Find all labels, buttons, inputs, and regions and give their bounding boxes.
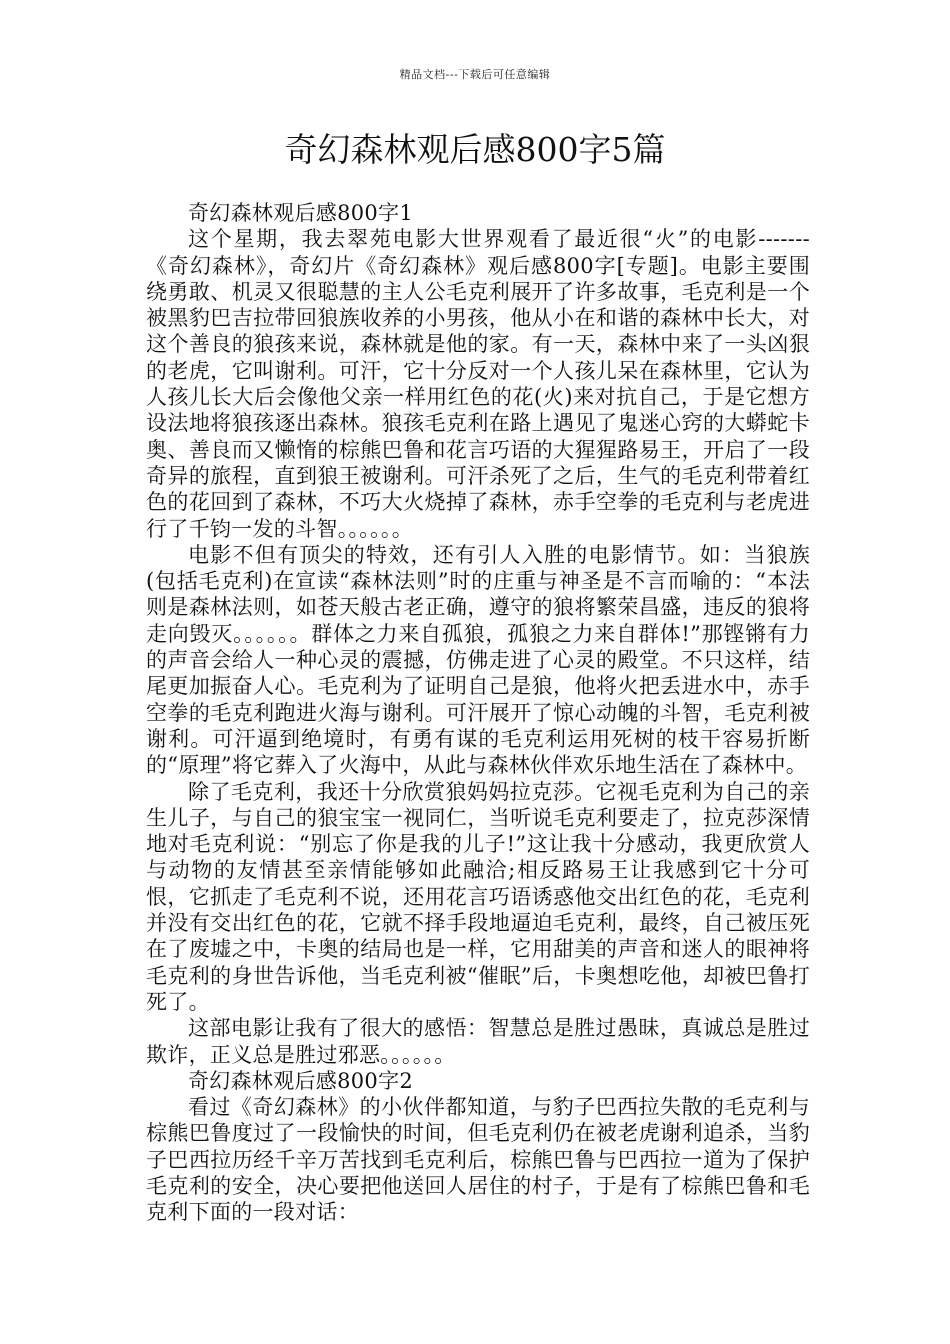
paragraph: 除了毛克利，我还十分欣赏狼妈妈拉克莎。它视毛克利为自己的亲生儿子，与自己的狼宝宝一视同仁，当听说毛克利要走了，拉克莎深情地对毛克利说：“别忘了你是我的儿子!”这让我十分感动，我更欣赏人与动物的友情甚至亲情能够如此融洽;相反路易王让我感到它十分可恨，它抓走了毛克利不说，还用花言巧语诱惑他交出红色的花，毛克利并没有交出红色的花，它就不择手段地逼迫毛克利，最终，自己被压死在了废墟之中，卡奥的结局也是一样，它用甜美的声音和迷人的眼神将毛克利的身世告诉他，当毛克利被“催眠”后，卡奥想吃他，却被巴鲁打死了。	[146, 779, 810, 1014]
section-heading: 奇幻森林观后感800字1	[188, 201, 414, 225]
paragraph: 电影不但有顶尖的特效，还有引人入胜的电影情节。如：当狼族(包括毛克利)在宣读“森林法则”时的庄重与神圣是不言而喻的：“本法则是森林法则，如苍天般古老正确，遵守的狼将繁荣昌盛，违反的狼将走向毁灭。。。。。。群体之力来自孤狼，孤狼之力来自群体!”那铿锵有力的声音会给人一种心灵的震撼，仿佛走进了心灵的殿堂。不只这样，结尾更加振奋人心。毛克利为了证明自己是狼，他将火把丢进水中，赤手空拳的毛克利跑进火海与谢利。可汗展开了惊心动魄的斗智，毛克利被谢利。可汗逼到绝境时，有勇有谋的毛克利运用死树的枝干容易折断的“原理”将它葬入了火海中，从此与森林伙伴欢乐地生活在了森林中。	[146, 542, 810, 778]
document-body	[146, 200, 810, 1226]
section-heading: 奇幻森林观后感800字2	[188, 1068, 414, 1093]
document-title: 奇幻森林观后感800字5篇	[284, 130, 666, 169]
paragraph: 这部电影让我有了很大的感悟：智慧总是胜过愚昧，真诚总是胜过欺诈，正义总是胜过邪恶。。。。。。	[146, 1016, 810, 1067]
paragraph: 这个星期，我去翠苑电影大世界观看了最近很“火”的电影-------《奇幻森林》，奇幻片《奇幻森林》观后感800字[专题]。电影主要围绕勇敢、机灵又很聪慧的主人公毛克利展开了许多故事，毛克利是一个被黑豹巴吉拉带回狼族收养的小男孩，他从小在和谐的森林中长大，对这个善良的狼孩来说，森林就是他的家。有一天，森林中来了一头凶狠的老虎，它叫谢利。可汗，它十分反对一个人孩儿呆在森林里，它认为人孩儿长大后会像他父亲一样用红色的花(火)来对抗自己，于是它想方设法地将狼孩逐出森林。狼孩毛克利在路上遇见了鬼迷心窍的大蟒蛇卡奥、善良而又懒惰的棕熊巴鲁和花言巧语的大猩猩路易王，开启了一段奇异的旅程，直到狼王被谢利。可汗杀死了之后，生气的毛克利带着红色的花回到了森林，不巧大火烧掉了森林，赤手空拳的毛克利与老虎进行了千钧一发的斗智。。。。。。	[146, 227, 810, 541]
paragraph: 看过《奇幻森林》的小伙伴都知道，与豹子巴西拉失散的毛克利与棕熊巴鲁度过了一段愉快的时间，但毛克利仍在被老虎谢利追杀，当豹子巴西拉历经千辛万苦找到毛克利后，棕熊巴鲁与巴西拉一道为了保护毛克利的安全，决心要把他送回人居住的村子，于是有了棕熊巴鲁和毛克利下面的一段对话：	[146, 1095, 810, 1225]
header-note: 精品文档---下载后可任意编辑	[399, 68, 551, 81]
